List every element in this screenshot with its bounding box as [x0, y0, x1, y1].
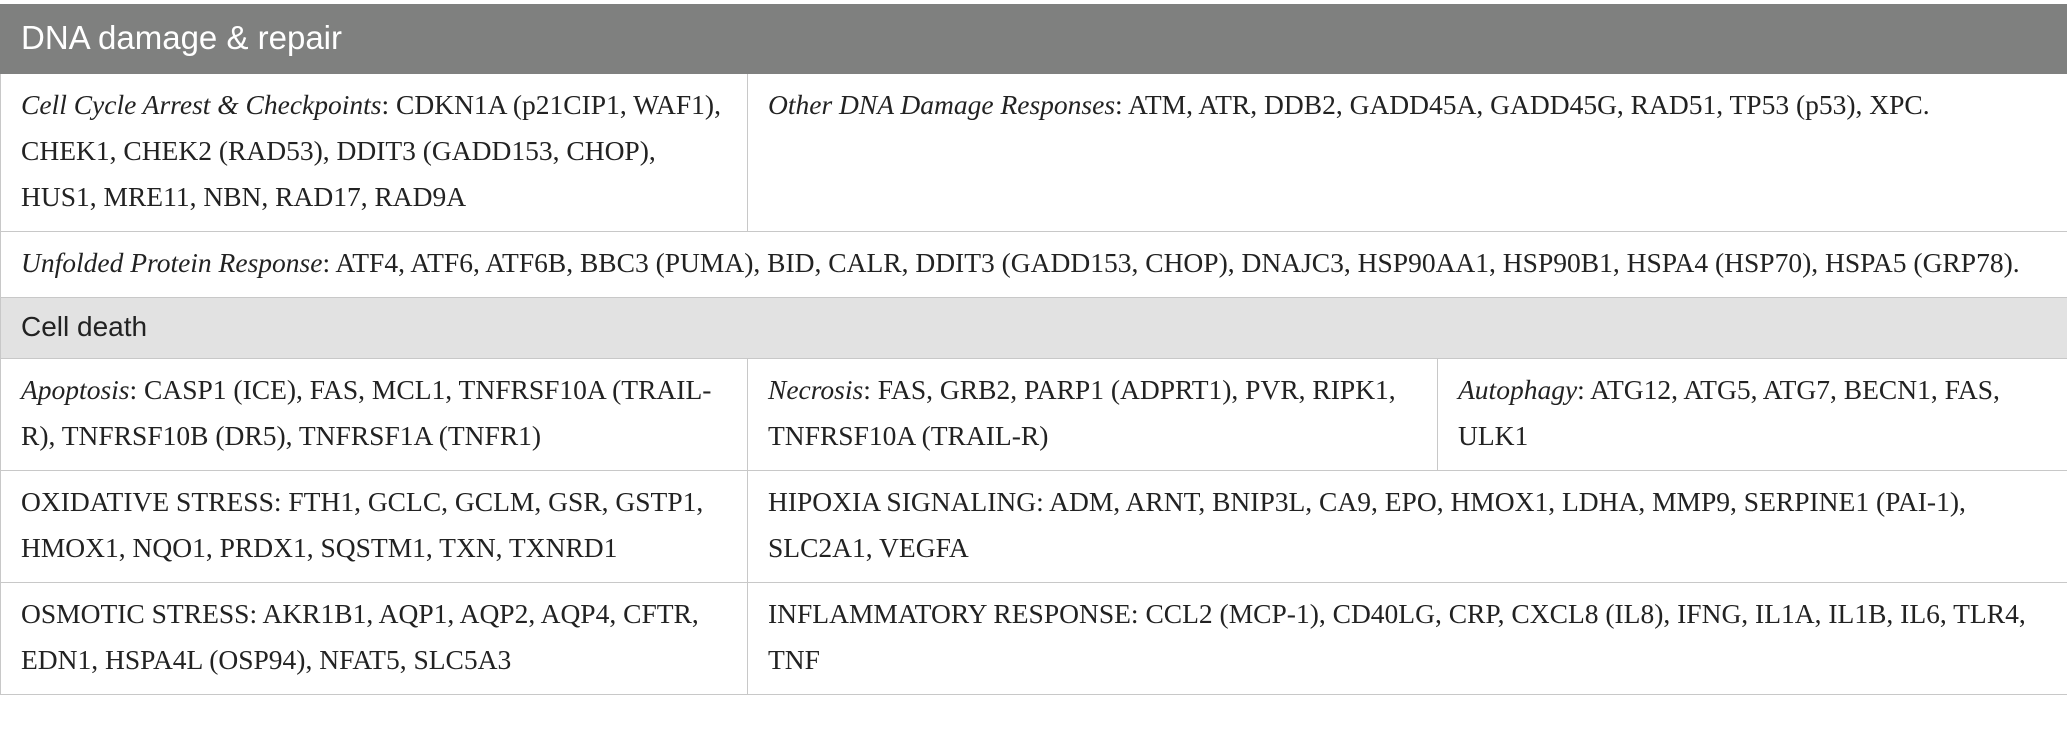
category-label: Cell Cycle Arrest & Checkpoints: [21, 89, 382, 120]
cell-cell-cycle: [1, 74, 748, 232]
cell-apoptosis: [1, 359, 748, 471]
gene-list: : ATF4, ATF6, ATF6B, BBC3 (PUMA), BID, CALR, DDIT3 (GADD153, CHOP), DNAJC3, HSP90AA1, HSP90B1, HSPA4 (HSP70), HSPA5 (GRP78).: [322, 247, 2020, 278]
gene-table: [0, 4, 2067, 695]
cell-osmotic-stress: OSMOTIC STRESS: AKR1B1, AQP1, AQP2, AQP4, CFTR, EDN1, HSPA4L (OSP94), NFAT5, SLC5A3: [1, 583, 748, 695]
gene-list: : CASP1 (ICE), FAS, MCL1, TNFRSF10A (TRAIL-R), TNFRSF10B (DR5), TNFRSF1A (TNFR1): [21, 374, 712, 451]
table-row: [1, 232, 2067, 298]
table-row: [1, 583, 2067, 695]
table-row: [1, 74, 2067, 232]
cell-hipoxia-signaling: HIPOXIA SIGNALING: ADM, ARNT, BNIP3L, CA9, EPO, HMOX1, LDHA, MMP9, SERPINE1 (PAI-1), SLC2A1, VEGFA: [748, 471, 2067, 583]
section-header-row: [1, 298, 2067, 359]
section-title-cell-death: Cell death: [1, 298, 2067, 359]
gene-list: : CDKN1A (p21CIP1, WAF1), CHEK1, CHEK2 (RAD53), DDIT3 (GADD153, CHOP), HUS1, MRE11, NBN, RAD17, RAD9A: [21, 89, 721, 212]
cell-autophagy: [1438, 359, 2067, 471]
gene-list: : FAS, GRB2, PARP1 (ADPRT1), PVR, RIPK1, TNFRSF10A (TRAIL-R): [768, 374, 1396, 451]
cell-oxidative-stress: OXIDATIVE STRESS: FTH1, GCLC, GCLM, GSR, GSTP1, HMOX1, NQO1, PRDX1, SQSTM1, TXN, TXNRD1: [1, 471, 748, 583]
cell-other-dna: [748, 74, 2067, 232]
category-label: Other DNA Damage Responses: [768, 89, 1116, 120]
cell-inflammatory-response: INFLAMMATORY RESPONSE: CCL2 (MCP-1), CD40LG, CRP, CXCL8 (IL8), IFNG, IL1A, IL1B, IL6, TLR4, TNF: [748, 583, 2067, 695]
gene-list: : ATM, ATR, DDB2, GADD45A, GADD45G, RAD51, TP53 (p53), XPC.: [1115, 89, 1930, 120]
category-label: Autophagy: [1458, 374, 1578, 405]
cell-upr: [1, 232, 2067, 298]
category-label: Necrosis: [768, 374, 864, 405]
table-row: [1, 359, 2067, 471]
cell-necrosis: [748, 359, 1438, 471]
category-label: Apoptosis: [21, 374, 130, 405]
section-header-row: [1, 5, 2067, 74]
category-label: Unfolded Protein Response: [21, 247, 323, 278]
section-title-dna: DNA damage & repair: [1, 5, 2067, 74]
gene-list: : ATG12, ATG5, ATG7, BECN1, FAS, ULK1: [1458, 374, 2000, 451]
table-row: [1, 471, 2067, 583]
